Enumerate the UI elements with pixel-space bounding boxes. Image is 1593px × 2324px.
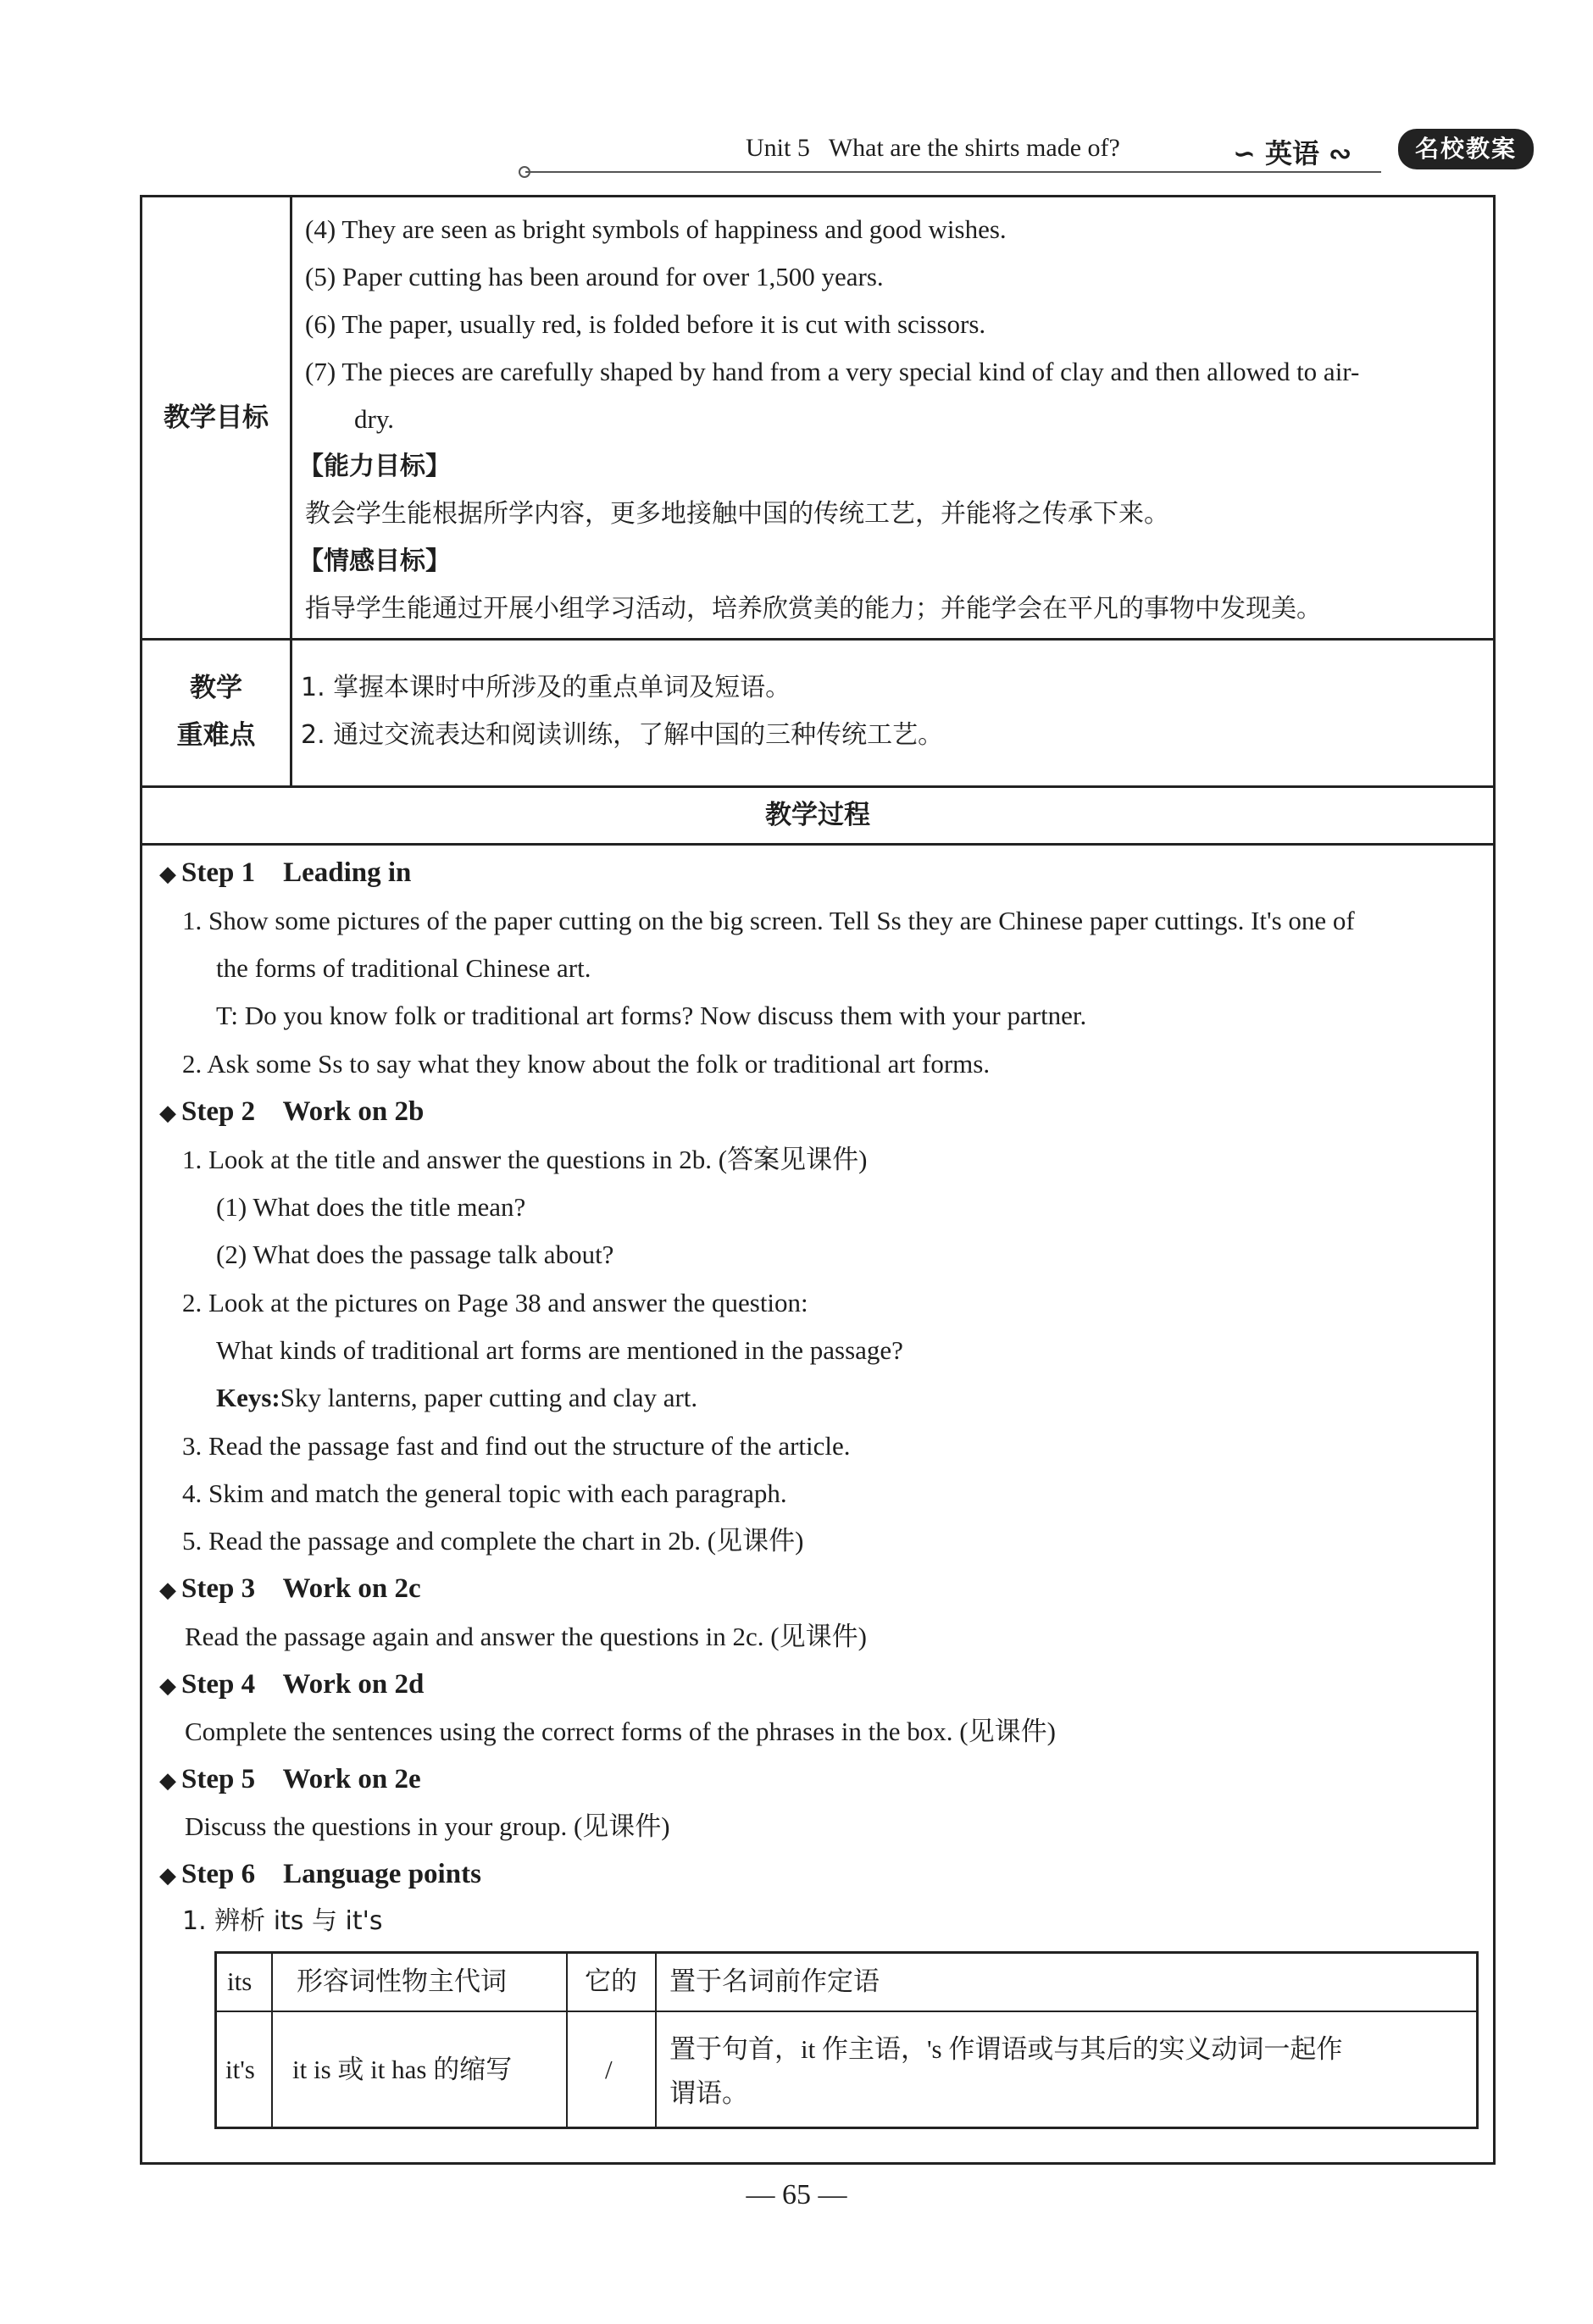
step4-line: Complete the sentences using the correct forms of the phrases in the box. (见课件) — [185, 1717, 1056, 1746]
step1-heading — [159, 856, 411, 891]
step4-heading-text: Step 4 Work on 2d — [181, 1669, 425, 1700]
keypoints-label-line1: 教学 — [190, 673, 242, 703]
objectives-label: 教学目标 — [164, 402, 269, 433]
step2-line-2: (1) What does the title mean? — [216, 1192, 526, 1222]
divider-process-title — [140, 843, 1496, 846]
step6-line: 1. 辨析 its 与 it's — [182, 1906, 383, 1936]
step4-heading — [159, 1667, 424, 1703]
label-column-divider — [290, 195, 292, 788]
ability-text: 教会学生能根据所学内容，更多地接触中国的传统工艺，并能将之传承下来。 — [305, 499, 1169, 529]
step6-heading-text: Step 6 Language points — [181, 1859, 481, 1889]
table-col-divider-3 — [655, 1951, 657, 2129]
step2-line-5: What kinds of traditional art forms are mentioned in the passage? — [216, 1335, 903, 1365]
objective-item-6: (6) The paper, usually red, is folded before it is cut with scissors. — [305, 309, 986, 339]
right-flourish-icon: ∾ — [1329, 137, 1352, 169]
page-header — [525, 127, 1534, 178]
step1-line-4: 2. Ask some Ss to say what they know about the folk or traditional art forms. — [182, 1049, 991, 1079]
step3-heading — [159, 1572, 421, 1607]
table-row-divider — [214, 2011, 1479, 2012]
step2-line-9: 5. Read the passage and complete the chart in 2b. (见课件) — [182, 1526, 804, 1556]
diamond-icon: ◆ — [159, 1863, 176, 1889]
unit-number: Unit 5 — [746, 134, 810, 162]
step2-line-8: 4. Skim and match the general topic with each paragraph. — [182, 1478, 787, 1508]
diamond-icon: ◆ — [159, 1101, 176, 1126]
keys-answer: Sky lanterns, paper cutting and clay art. — [280, 1383, 698, 1412]
table-cell-word: its — [227, 1966, 253, 1996]
table-cell-type: it is 或 it has 的缩写 — [292, 2055, 513, 2084]
emotion-text: 指导学生能通过开展小组学习活动，培养欣赏美的能力；并能学会在平凡的事物中发现美。 — [305, 594, 1322, 624]
step5-line: Discuss the questions in your group. (见课件) — [185, 1811, 670, 1841]
left-flourish-icon: ∽ — [1233, 137, 1256, 169]
diamond-icon: ◆ — [159, 1673, 176, 1699]
step2-keys — [216, 1381, 697, 1415]
step2-line-4: 2. Look at the pictures on Page 38 and answer the question: — [182, 1288, 808, 1317]
emotion-heading: 【情感目标】 — [298, 546, 451, 576]
step5-heading — [159, 1762, 421, 1798]
objective-item-5: (5) Paper cutting has been around for over 1,500 years. — [305, 262, 884, 291]
subject-text: 英语 — [1264, 137, 1319, 169]
step3-heading-text: Step 3 Work on 2c — [181, 1573, 421, 1604]
process-title: 教学过程 — [765, 800, 870, 830]
table-cell-meaning: 它的 — [585, 1966, 637, 1996]
table-col-divider-2 — [566, 1951, 568, 2129]
keypoint-item-1: 1. 掌握本课时中所涉及的重点单词及短语。 — [301, 673, 791, 702]
unit-title — [746, 134, 1120, 163]
step1-heading-text: Step 1 Leading in — [181, 857, 412, 888]
step2-line-3: (2) What does the passage talk about? — [216, 1240, 614, 1269]
subject-label — [1233, 132, 1352, 171]
objective-item-7: (7) The pieces are carefully shaped by hand from a very special kind of clay and then allowed to air- — [305, 357, 1360, 386]
step3-line: Read the passage again and answer the questions in 2c. (见课件) — [185, 1622, 867, 1651]
divider-objectives — [140, 638, 1496, 641]
diamond-icon: ◆ — [159, 862, 176, 887]
step2-line-1: 1. Look at the title and answer the questions in 2b. (答案见课件) — [182, 1145, 868, 1174]
step1-line-1: 1. Show some pictures of the paper cutting on the big screen. Tell Ss they are Chinese paper cuttings. It's one of — [182, 906, 1355, 935]
ability-heading: 【能力目标】 — [298, 452, 451, 481]
step1-line-3: T: Do you know folk or traditional art forms? Now discuss them with your partner. — [216, 1001, 1087, 1030]
table-cell-usage: 置于句首，it 作主语，'s 作谓语或与其后的实义动词一起作 — [669, 2034, 1343, 2064]
step2-heading — [159, 1095, 424, 1130]
step2-line-7: 3. Read the passage fast and find out the structure of the article. — [182, 1431, 851, 1461]
keys-label: Keys: — [216, 1383, 280, 1412]
lesson-title: What are the shirts made of? — [828, 134, 1120, 162]
step1-line-2: the forms of traditional Chinese art. — [216, 953, 591, 983]
table-cell-type: 形容词性物主代词 — [297, 1966, 507, 1996]
page-number: — 65 — — [746, 2179, 847, 2210]
diamond-icon: ◆ — [159, 1768, 176, 1794]
step5-heading-text: Step 5 Work on 2e — [181, 1764, 421, 1794]
divider-keypoints — [140, 785, 1496, 788]
table-cell-meaning: / — [605, 2055, 613, 2084]
table-cell-usage: 置于名词前作定语 — [669, 1966, 880, 1996]
header-rule — [525, 171, 1381, 173]
table-cell-word: it's — [225, 2055, 255, 2084]
step2-heading-text: Step 2 Work on 2b — [181, 1096, 425, 1127]
table-cell-usage-cont: 谓语。 — [669, 2078, 748, 2108]
step6-heading — [159, 1857, 481, 1893]
keypoint-item-2: 2. 通过交流表达和阅读训练，了解中国的三种传统工艺。 — [301, 720, 944, 750]
objective-item-4: (4) They are seen as bright symbols of happiness and good wishes. — [305, 214, 1007, 244]
diamond-icon: ◆ — [159, 1578, 176, 1603]
objective-item-7-cont: dry. — [354, 404, 395, 434]
keypoints-label-line2: 重难点 — [176, 720, 256, 751]
brand-badge: 名校教案 — [1398, 129, 1534, 169]
table-col-divider-1 — [271, 1951, 273, 2129]
